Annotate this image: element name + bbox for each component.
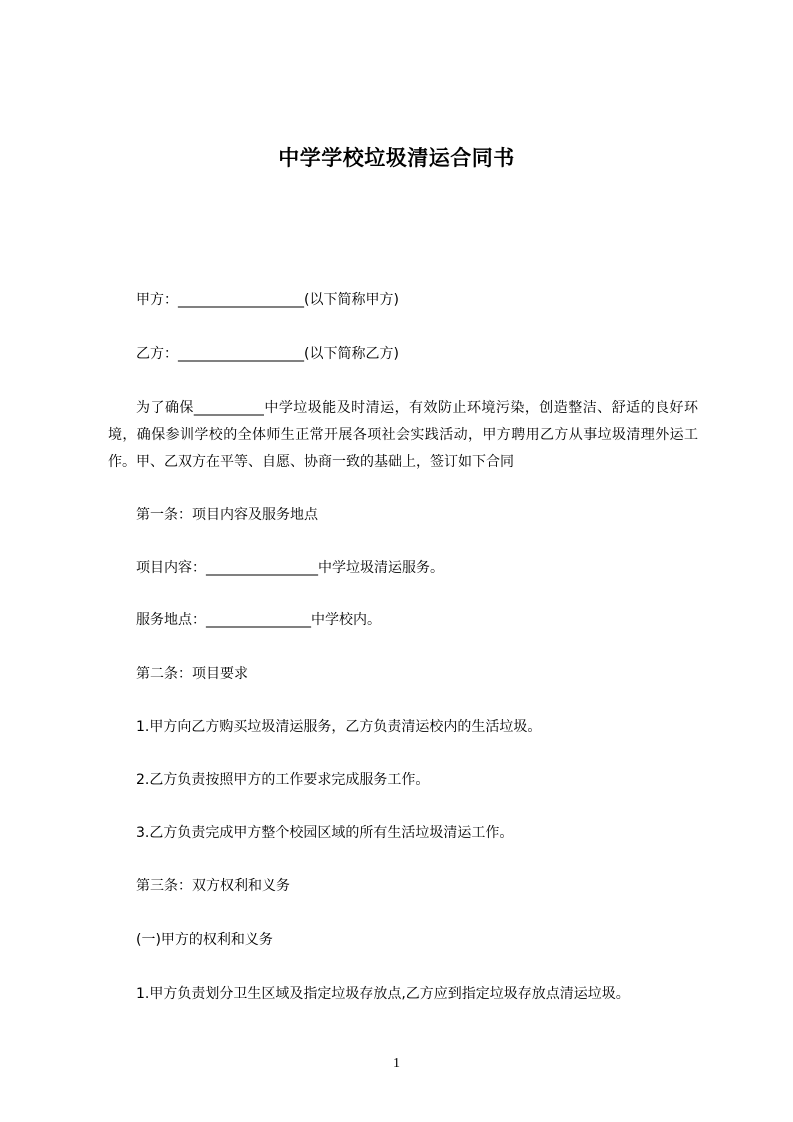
requirement-2: 2.乙方负责按照甲方的工作要求完成服务工作。 [136, 772, 430, 788]
project-content-line: 项目内容：________________中学垃圾清运服务。 [136, 560, 444, 576]
article-1-heading: 第一条：项目内容及服务地点 [136, 507, 318, 523]
requirement-3: 3.乙方负责完成甲方整个校园区域的所有生活垃圾清运工作。 [136, 825, 514, 841]
requirement-1: 1.甲方向乙方购买垃圾清运服务，乙方负责清运校内的生活垃圾。 [136, 719, 542, 735]
document-title: 中学学校垃圾清运合同书 [278, 146, 515, 170]
party-a-line: 甲方：__________________(以下简称甲方) [136, 292, 399, 308]
party-a-rights-heading: (一)甲方的权利和义务 [136, 932, 273, 948]
page-number: 1 [393, 1056, 400, 1071]
article-3-heading: 第三条：双方权利和义务 [136, 878, 290, 894]
party-b-line: 乙方：__________________(以下简称乙方) [136, 346, 399, 362]
party-a-duty-1: 1.甲方负责划分卫生区域及指定垃圾存放点,乙方应到指定垃圾存放点清运垃圾。 [136, 986, 630, 1002]
article-2-heading: 第二条：项目要求 [136, 666, 248, 682]
service-location-line: 服务地点：_______________中学校内。 [136, 612, 381, 628]
intro-paragraph: 为了确保__________中学垃圾能及时清运，有效防止环境污染，创造整洁、舒适的良好环境，确保参训学校的全体师生正常开展各项社会实践活动，甲方聘用乙方从事垃圾清理外运工作。甲、乙双方在平等、自愿、协商一致的基础上，签订如下合同 [108, 400, 698, 470]
